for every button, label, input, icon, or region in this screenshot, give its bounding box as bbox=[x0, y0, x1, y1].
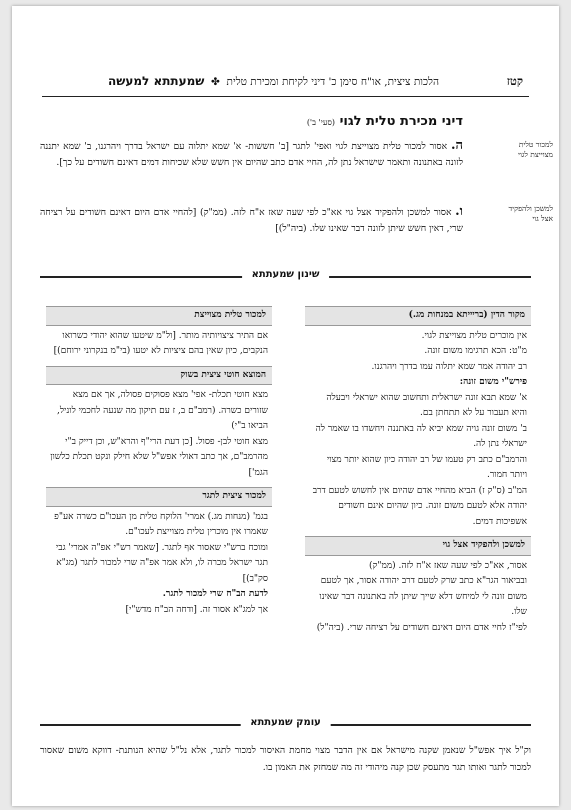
text-line: המ"ב (ס"ק ז) הביא מהחיי אדם שהיום אין לחשוש לטעם דרב יהודה אלא לטעם משום זונה. כיון שהיום אינם חשודים אשפיכות דמים. bbox=[312, 485, 527, 527]
paragraph-2 bbox=[40, 204, 463, 237]
text-line: א' שמא תבא זונה ישראלית ותחשוב שהוא ישראלי ויבעלה והיא תעבור על לא תתחתן בם. bbox=[326, 392, 527, 418]
text-line: רב יהודה אמר שמא יתלוה עמו בדרך ויהרגנו. bbox=[371, 361, 527, 372]
paragraph-number: ו. bbox=[455, 204, 464, 219]
box-header: המוצא חוטי ציצית בשוק bbox=[46, 366, 272, 386]
separator-label: שינון שמעתתא bbox=[242, 269, 330, 280]
sell-block bbox=[46, 306, 272, 360]
text-line: ומוכח ברש"י שאסור אף לתגר. [שאמר רש"י אפ"ה אמרי' גבי תגר ישראל מכרה לו, ולא אמר אפ"ה שרי למכור לתגר (מג"א סק"ב)] bbox=[55, 542, 268, 584]
separator-label: עומק שמעתתא bbox=[240, 717, 331, 728]
text-line: ובביאור הגר"א כתב שרק לטעם דרב יהודה אסור, אך לטעם משום זונה לי למיחש דלא שייך שיתן לה באתנונה דבר שאינו שלו. bbox=[319, 576, 527, 617]
margin-note-2: למשכן ולהפקיד אצל גוי bbox=[508, 204, 553, 223]
text-line: אם התיר ציצויותיה מותר. [ול"מ שיטעו שהוא יהודי כשרואו הנקבים, כיון שאין בהם ציציות לא יטעו (בי"מ בנקרוני ירוחם)] bbox=[53, 330, 268, 356]
paragraph-number: ה. bbox=[450, 138, 463, 153]
section-ref: (סעי' ב') bbox=[306, 118, 336, 127]
box-header: מקור הדין (בריייתא במנחות מג.) bbox=[305, 306, 531, 326]
text-line: מצא חוטי לבן- פסול. [כן דעת הרי"ף והרא"ש, וכן דייק ב"י מהרמב"ם, אך כתב דאולי אפש"ל שלא חילק ונקט תכלת כלשון הגמ'] bbox=[50, 436, 268, 478]
text-line: מצא חוטי תכלת- אפי' מצא פסוקים פסולה, אך אם מצא שזורים כשרה. (רמב"ם ב, ז עם תיקון מה שנעה לחכמי לוניל, הביאו ב"י) bbox=[56, 390, 268, 431]
text-line: והרמב"ם כתב רק טעמו של רב יהודה כיון שהוא יותר מצוי ויותר חמור. bbox=[326, 454, 527, 480]
header-title bbox=[108, 74, 439, 88]
merchant-block bbox=[46, 487, 272, 618]
box-header: למכור טלית מצוייצת bbox=[46, 306, 272, 326]
source-block bbox=[305, 306, 531, 530]
separator-omek bbox=[40, 718, 531, 730]
paragraph-text: אסור למשכן ולהפקיד אצל גוי אא"כ לפי שעה שאז א"ח לזה. (ממ"ק) [להחיי אדם היום דאינם חשודים על רציחה שרי, דאין חשש שיתן לזונה דבר שאינו שלו. (ביה"ל)] bbox=[40, 207, 463, 234]
text-line: לפי"ז לחיי אדם היום דאינם חשודים על רציחה שרי. (ביה"ל) bbox=[316, 622, 527, 633]
paragraph-1 bbox=[40, 138, 463, 171]
text-line: אך למג"א אסור זה. [ודחה הב"ח מדש"י] bbox=[125, 604, 268, 615]
text-line: בגמ' (מנחות מג.) אמרי' הלוקח טלית מן העכו"ם כשרה אע"פ שאמרו אין מוכרין טלית מצוייצת לעכו"ם. bbox=[54, 511, 268, 537]
separator-shinun bbox=[40, 270, 531, 282]
text-line: אין מוכרים טלית מצוייצת לגוי. bbox=[421, 330, 527, 341]
section-title-text: דיני מכירת טלית לגוי bbox=[339, 114, 463, 129]
margin-note-1: למכור טלית מצוייצת לגוי bbox=[518, 140, 553, 159]
left-column bbox=[46, 306, 272, 624]
text-line: פירש"י משום זונה: bbox=[459, 377, 527, 387]
pledge-block bbox=[305, 536, 531, 636]
box-header: למכור ציצית לתגר bbox=[46, 487, 272, 507]
found-threads-block bbox=[46, 366, 272, 482]
header-title-bold: שמעתתא למעשה bbox=[108, 74, 205, 88]
bottom-paragraph: וק"ל איך אפש"ל שנאמן שקנה מישראל אם אין הדבר מצוי מחמת האיסור למכור לתגר, אלא נל"ל שהיא הנותנת- דווקא משום שאסור למכור לתגר ואותו תגר מתעסק שכן קנה מיהודי זה מה שמחזק את האמון בו. bbox=[40, 745, 531, 773]
text-line: מ"ט: הכא תרגימו משום זונה. bbox=[424, 346, 527, 356]
text-line: לדעת הב"ח שרי למכור לתגר. bbox=[162, 589, 268, 599]
page-header bbox=[42, 66, 529, 97]
ornament-icon: ✤ bbox=[207, 76, 224, 88]
page-number: קטז bbox=[506, 74, 523, 88]
box-header: למשכן ולהפקיד אצל גוי bbox=[305, 536, 531, 556]
paragraph-text: אסור למכור טלית מצוייצת לגוי ואפי' לתגר [ב' חששות- א' שמא יתלוה עם ישראל בדרך ויהרגנו, ב' שמא יתננה לזונה באתנונה ותאמר שישראל נתן לה, החיי אדם כתב שהיום אין חשש שלא שכיחות דמים דאינם חשודים על כך]. bbox=[40, 141, 463, 168]
right-column bbox=[305, 306, 531, 642]
document-page bbox=[12, 6, 559, 806]
text-line: אסור, אא"כ לפי שעה שאז א"ח לזה. (ממ"ק) bbox=[369, 560, 527, 571]
section-title bbox=[307, 114, 463, 129]
header-title-rest: הלכות ציצית, או"ח סימן כ' דיני לקיחת ומכירת טלית bbox=[226, 76, 439, 88]
text-line: ב' משום זונה גויה שמא יביא לה באתננה ויחשדו בו שאמר לה ישראלי נתן לה. bbox=[315, 423, 527, 449]
